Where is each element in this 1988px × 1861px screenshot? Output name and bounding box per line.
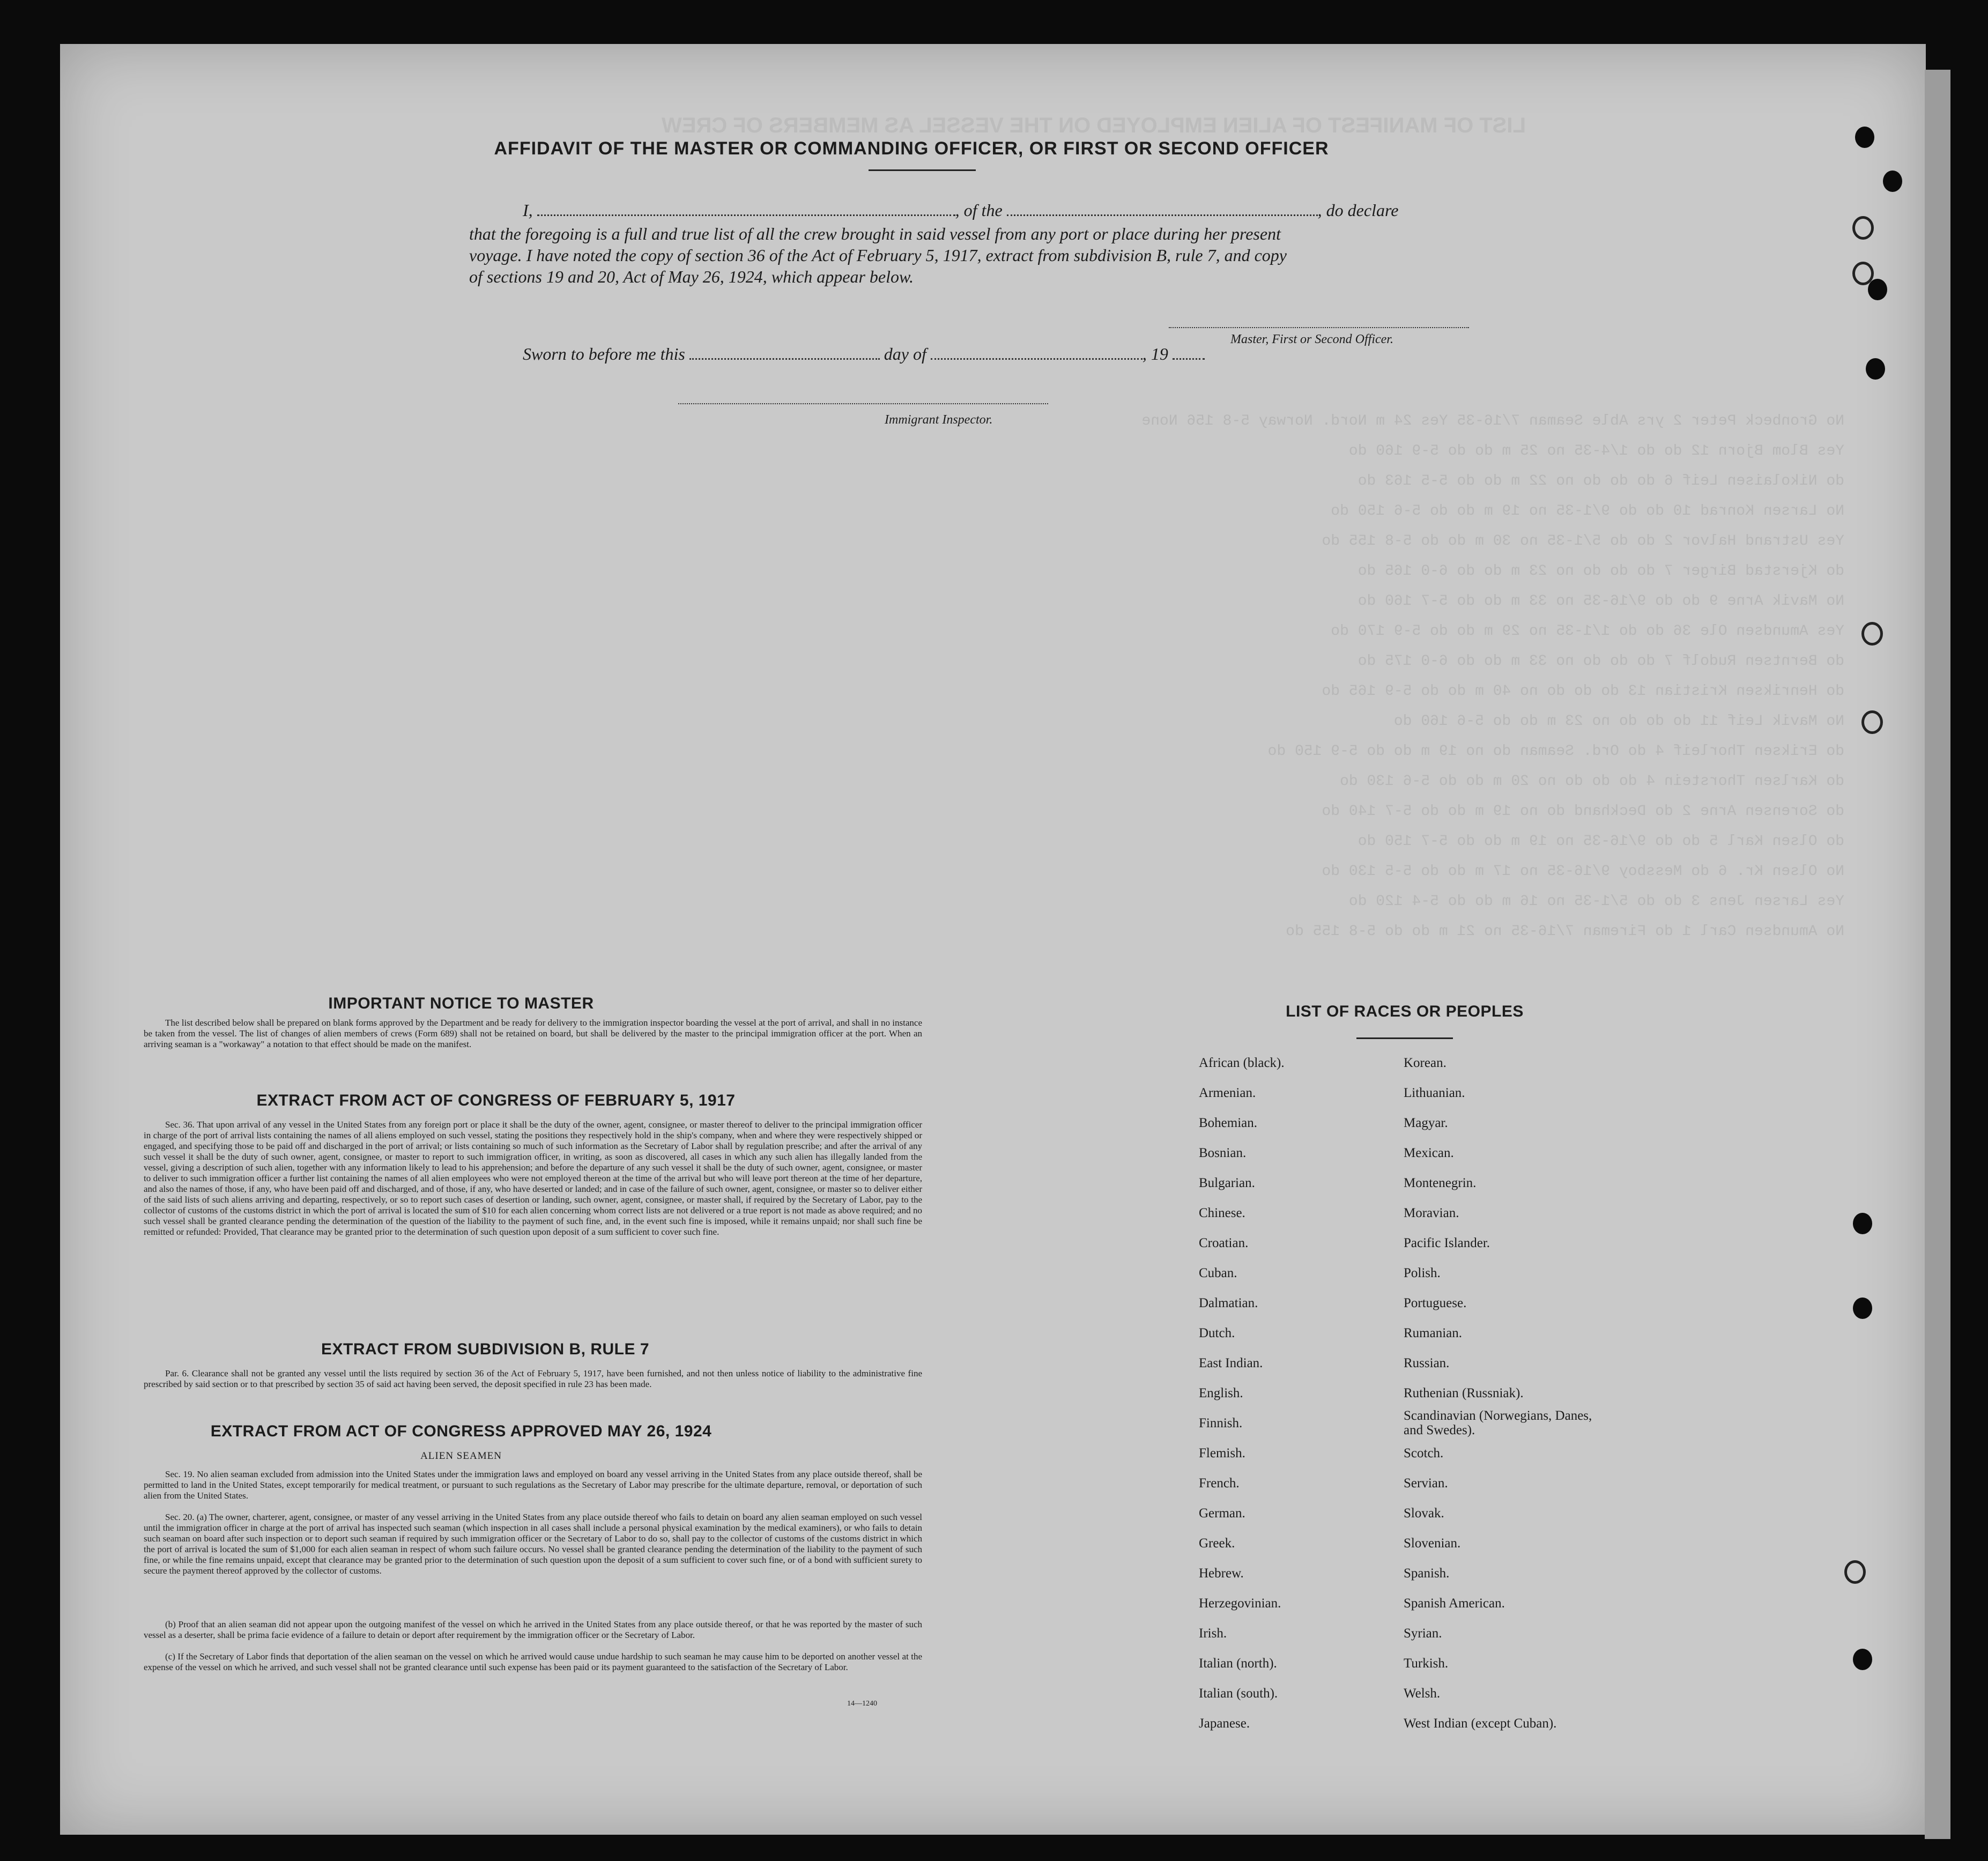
bleed-through-row: No Mavik Arne 9 do do 9/16-35 no 33 m do do 5-7 160 do — [1358, 593, 1844, 610]
race-item: Slovenian. — [1404, 1536, 1461, 1551]
race-item: Dutch. — [1199, 1326, 1235, 1340]
binder-hole — [1853, 1649, 1872, 1670]
bleed-through-row: do Eriksen Thorleif 4 do Ord. Seaman do no 19 m do do 5-9 150 do — [1267, 743, 1844, 760]
race-item: Bosnian. — [1199, 1146, 1247, 1160]
race-item: Lithuanian. — [1404, 1086, 1465, 1100]
bleed-through-row: No Gronbeck Peter 2 yrs Able Seaman 7/16-35 Yes 24 m Nord. Norway 5-8 156 None — [1141, 413, 1844, 429]
affidavit-title: AFFIDAVIT OF THE MASTER OR COMMANDING OFFICER, OR FIRST OR SECOND OFFICER — [494, 138, 1329, 159]
extract-1924-sec20a: Sec. 20. (a) The owner, charterer, agent, consignee, or master of any vessel arriving in the United States from any place outside thereof who fails to detain on board any alien seaman employed on such vessel until the immigration officer in charge at the port of arrival has inspected such seaman (which inspection in all cases shall include a personal physical examination by the medical examiners), or who fails to detain such seaman on board after such inspection or to deport such seaman if required by such immigration officer or the Secretary of Labor to do so, shall pay to the collector of customs of the customs district in which the port of arrival is located the sum of $1,000 for each alien seaman in respect of whom such failure occurs. No vessel shall be granted clearance pending the determination of the liability to the payment of such fine, or while the fine remains unpaid, except that clearance may be granted prior to the determination of such question upon the deposit of a sum sufficient to cover such fine, or of a bond with sufficient surety to secure the payment thereof approved by the collector of customs. — [144, 1512, 922, 1576]
bleed-through-row: do Nikolaisen Leif 6 do do do no 22 m do do 5-5 163 do — [1358, 473, 1844, 490]
signature-line — [1169, 327, 1469, 329]
bleed-through-row: Yes Blom Bjorn 12 do do 1/4-35 no 25 m do do 5-9 160 do — [1348, 443, 1844, 459]
signature-label: Master, First or Second Officer. — [1230, 332, 1393, 346]
sworn-month-field[interactable] — [931, 345, 1143, 360]
races-right-column — [1404, 1048, 1597, 1739]
title-rule — [869, 169, 976, 171]
bleed-through-row: No Larsen Konrad 10 do do 9/1-35 no 19 m do do 5-6 150 do — [1331, 503, 1844, 520]
race-item: Japanese. — [1199, 1716, 1250, 1731]
bleed-through-row: Yes Larsen Jens 3 do do 5/1-35 no 16 m do do 5-4 120 do — [1348, 893, 1844, 910]
binder-hole — [1868, 279, 1887, 300]
race-item: English. — [1199, 1386, 1243, 1400]
race-item: Dalmatian. — [1199, 1296, 1258, 1310]
binder-hole — [1866, 358, 1885, 380]
bleed-through-row: Yes Amundsen Ole 36 do do 1/1-35 no 29 m do do 5-9 170 do — [1331, 623, 1844, 640]
race-item: French. — [1199, 1476, 1240, 1491]
race-item: Mexican. — [1404, 1146, 1454, 1160]
extract-1917-text: Sec. 36. That upon arrival of any vessel in the United States from any foreign port or place it shall be the duty of the owner, agent, consignee, or master thereof to deliver to the principal immigration officer in charge of the port of arrival lists containing the names of all aliens employed on such vessel, stating the positions they respectively hold in the ship's company, when and where they were respectively shipped or engaged, and specifying those to be paid off and discharged in the port of arrival; or lists containing so much of such information as the Secretary of Labor shall by regulation prescribe; and after the arrival of any such vessel it shall be the duty of such owner, agent, consignee, or master to report to such immigration officer, in writing, as soon as discovered, all cases in which any such alien has illegally landed from the vessel, giving a description of such alien, together with any information likely to lead to his apprehension; and before the departure of any such vessel it shall be the duty of such owner, agent, consignee, or master to deliver to such immigration officer a further list containing the names of all alien employees who were not employed thereon at the time of the arrival but who will leave port thereon at the time of her departure, and also the names of those, if any, who have been paid off and discharged, and of those, if any, who have deserted or landed; and in case of the failure of such owner, agent, consignee, or master so to deliver either of the said lists of such aliens arriving and departing, respectively, or so to report such cases of desertion or landing, such owner, agent, consignee, or master shall, if required by the Secretary of Labor, pay to the collector of customs of the customs district in which the port of arrival is located the sum of $10 for each alien concerning whom correct lists are not delivered or a true report is not made as above required; and no such vessel shall be granted clearance pending the determination of the question of the liability to the payment of such fine, and, in the event such fine is imposed, while it remains unpaid; nor shall such fine be remitted or refunded: Provided, That clearance may be granted prior to the determination of such question upon deposit of a sum sufficient to cover such fine. — [144, 1119, 922, 1237]
bleed-through-title: LIST OF MANIFEST OF ALIEN EMPLOYED ON THE VESSEL AS MEMBERS OF CREW — [662, 114, 1526, 137]
notice-title: IMPORTANT NOTICE TO MASTER — [328, 995, 594, 1012]
race-item: Welsh. — [1404, 1686, 1441, 1701]
binder-hole — [1883, 170, 1902, 192]
race-item: Magyar. — [1404, 1116, 1448, 1130]
races-left-column — [1199, 1048, 1285, 1739]
page-edge — [1925, 70, 1950, 1839]
binder-hole — [1861, 622, 1883, 646]
race-item: Slovak. — [1404, 1506, 1444, 1521]
race-item: African (black). — [1199, 1056, 1285, 1070]
race-item: Pacific Islander. — [1404, 1236, 1490, 1250]
inspector-label: Immigrant Inspector. — [885, 413, 993, 427]
affidavit-body-line: of sections 19 and 20, Act of May 26, 1924, which appear below. — [469, 267, 914, 286]
race-item: Russian. — [1404, 1356, 1450, 1370]
race-item: Rumanian. — [1404, 1326, 1463, 1340]
race-item: Spanish American. — [1404, 1596, 1505, 1611]
binder-hole — [1855, 127, 1874, 148]
race-item: Flemish. — [1199, 1446, 1245, 1460]
race-item: Chinese. — [1199, 1206, 1245, 1220]
declare-label: , do declare — [1317, 201, 1399, 220]
bleed-through-row: No Amundsen Carl 1 do Fireman 7/16-35 no 21 m do do 5-8 155 do — [1286, 923, 1844, 940]
race-item: Cuban. — [1199, 1266, 1237, 1280]
affidavit-line-1 — [469, 199, 1509, 221]
binder-hole — [1852, 216, 1874, 240]
race-item: East Indian. — [1199, 1356, 1263, 1370]
extract-1924-sec20b: (b) Proof that an alien seaman did not appear upon the outgoing manifest of the vessel on which he arrived in the United States from any place outside thereof, or that he was reported by the master of such vessel as a deserter, shall be prima facie evidence of a failure to detain or deport after requirement by the immigration officer or the Secretary of Labor. — [144, 1619, 922, 1640]
race-item: Finnish. — [1199, 1416, 1243, 1430]
bleed-through-row: do Olsen Karl 5 do do 9/16-35 no 19 m do do 5-7 150 do — [1358, 833, 1844, 850]
race-item: Ruthenian (Russniak). — [1404, 1386, 1524, 1400]
name-field[interactable] — [537, 202, 955, 216]
race-item: German. — [1199, 1506, 1245, 1521]
race-item: Greek. — [1199, 1536, 1235, 1551]
races-title: LIST OF RACES OR PEOPLES — [1286, 1003, 1524, 1020]
affidavit-body-line: voyage. I have noted the copy of section 36 of the Act of February 5, 1917, extract from subdivision B, rule 7, and copy — [469, 246, 1287, 265]
sworn-year-field[interactable] — [1173, 345, 1205, 360]
race-item: Bulgarian. — [1199, 1176, 1255, 1190]
race-item: Portuguese. — [1404, 1296, 1467, 1310]
race-item: Spanish. — [1404, 1566, 1450, 1581]
notice-text: The list described below shall be prepared on blank forms approved by the Department and be ready for delivery to the immigration inspector boarding the vessel at the port of arrival, and shall in no instance be taken from the vessel. The list of changes of alien members of crews (Form 689) shall not be retained on board, but shall be delivered by the master to the principal immigration officer at the port. When an arriving seaman is a "workaway" a notation to that effect should be made on the manifest. — [144, 1018, 922, 1049]
year-label: , 19 — [1142, 344, 1168, 364]
race-item: Scandinavian (Norwegians, Danes, and Swedes). — [1404, 1408, 1592, 1437]
extract-1924-sec19: Sec. 19. No alien seaman excluded from admission into the United States under the immigration laws and employed on board any vessel arriving in the United States from any place outside thereof, shall be permitted to land in the United States, except temporarily for medical treatment, or pursuant to such regulations as the Secretary of Labor may prescribe for the ultimate departure, removal, or deportation of such alien from the United States. — [144, 1469, 922, 1501]
of-the-label: , of the — [955, 201, 1003, 220]
race-item: Moravian. — [1404, 1206, 1459, 1220]
bleed-through-row: do Karlsen Thorstein 4 do do do no 20 m do do 5-6 130 do — [1340, 773, 1844, 790]
binder-hole — [1853, 1213, 1872, 1234]
extract-1924-title: EXTRACT FROM ACT OF CONGRESS APPROVED MAY 26, 1924 — [210, 1422, 712, 1440]
race-item: Korean. — [1404, 1056, 1447, 1070]
bleed-through-row: Yes Ustrand Halvor 2 do do 5/1-35 no 30 m do do 5-8 155 do — [1322, 533, 1844, 550]
bleed-through-row: No Mavik Leif 11 do do do no 23 m do do 5-6 160 do — [1393, 713, 1844, 730]
race-item: Servian. — [1404, 1476, 1448, 1491]
race-item: Italian (north). — [1199, 1656, 1277, 1671]
affidavit-body-line: that the foregoing is a full and true list of all the crew brought in said vessel from any port or place during her present — [469, 224, 1281, 243]
race-item: Herzegovinian. — [1199, 1596, 1281, 1611]
race-item: Bohemian. — [1199, 1116, 1258, 1130]
race-item: Polish. — [1404, 1266, 1441, 1280]
sworn-line — [523, 343, 1205, 365]
bleed-through-row: do Kjerstad Birger 7 do do do no 23 m do do 6-0 165 do — [1358, 563, 1844, 580]
race-item: Croatian. — [1199, 1236, 1249, 1250]
form-number: 14—1240 — [847, 1700, 877, 1708]
day-of-label: day of — [884, 344, 926, 364]
extract-rule7-text: Par. 6. Clearance shall not be granted any vessel until the lists required by section 36 of the Act of February 5, 1917, have been furnished, and not then unless notice of liability to the administrative fine prescribed by said section or to that prescribed by section 35 of said act having been served, the deposit specified in rule 23 has been made. — [144, 1368, 922, 1389]
affidavit-i: I, — [523, 201, 533, 220]
race-item: Montenegrin. — [1404, 1176, 1477, 1190]
sworn-day-field[interactable] — [689, 345, 880, 360]
extract-1924-sec20c: (c) If the Secretary of Labor finds that deportation of the alien seaman on the vessel on which he arrived would cause undue hardship to such seaman he may cause him to be deported on another vessel at the expense of the vessel on which he arrived, and such vessel shall not be granted clearance until such expense has been paid or its payment guaranteed to the satisfaction of the Secretary of Labor. — [144, 1651, 922, 1672]
binder-hole — [1861, 710, 1883, 734]
race-item: Turkish. — [1404, 1656, 1449, 1671]
race-item: Scotch. — [1404, 1446, 1444, 1460]
race-item: Syrian. — [1404, 1626, 1442, 1641]
inspector-signature-line — [678, 403, 1048, 405]
vessel-field[interactable] — [1007, 202, 1318, 216]
alien-seamen-subtitle: ALIEN SEAMEN — [420, 1450, 502, 1462]
race-item: Irish. — [1199, 1626, 1227, 1641]
race-item: West Indian (except Cuban). — [1404, 1716, 1557, 1731]
extract-1917-title: EXTRACT FROM ACT OF CONGRESS OF FEBRUARY 5, 1917 — [256, 1092, 736, 1109]
binder-hole — [1844, 1560, 1866, 1584]
affidavit-body — [469, 223, 1515, 287]
race-item: Italian (south). — [1199, 1686, 1278, 1701]
bleed-through-row: do Berntsen Rudolf 7 do do do no 33 m do do 6-0 175 do — [1358, 653, 1844, 670]
bleed-through-row: No Olsen Kr. 6 do Messboy 9/16-35 no 17 m do do 5-5 130 do — [1322, 863, 1844, 880]
race-item: Armenian. — [1199, 1086, 1256, 1100]
races-rule — [1356, 1037, 1453, 1039]
bleed-through-row: do Sorensen Arne 2 do Deckhand do no 19 m do do 5-7 140 do — [1322, 803, 1844, 820]
extract-rule7-title: EXTRACT FROM SUBDIVISION B, RULE 7 — [321, 1340, 650, 1358]
binder-hole — [1853, 1297, 1872, 1319]
bleed-through-row: do Henriksen Kristian 13 do do do no 40 m do do 5-9 165 do — [1322, 683, 1844, 700]
race-item: Hebrew. — [1199, 1566, 1244, 1581]
sworn-label: Sworn to before me this — [523, 344, 685, 364]
